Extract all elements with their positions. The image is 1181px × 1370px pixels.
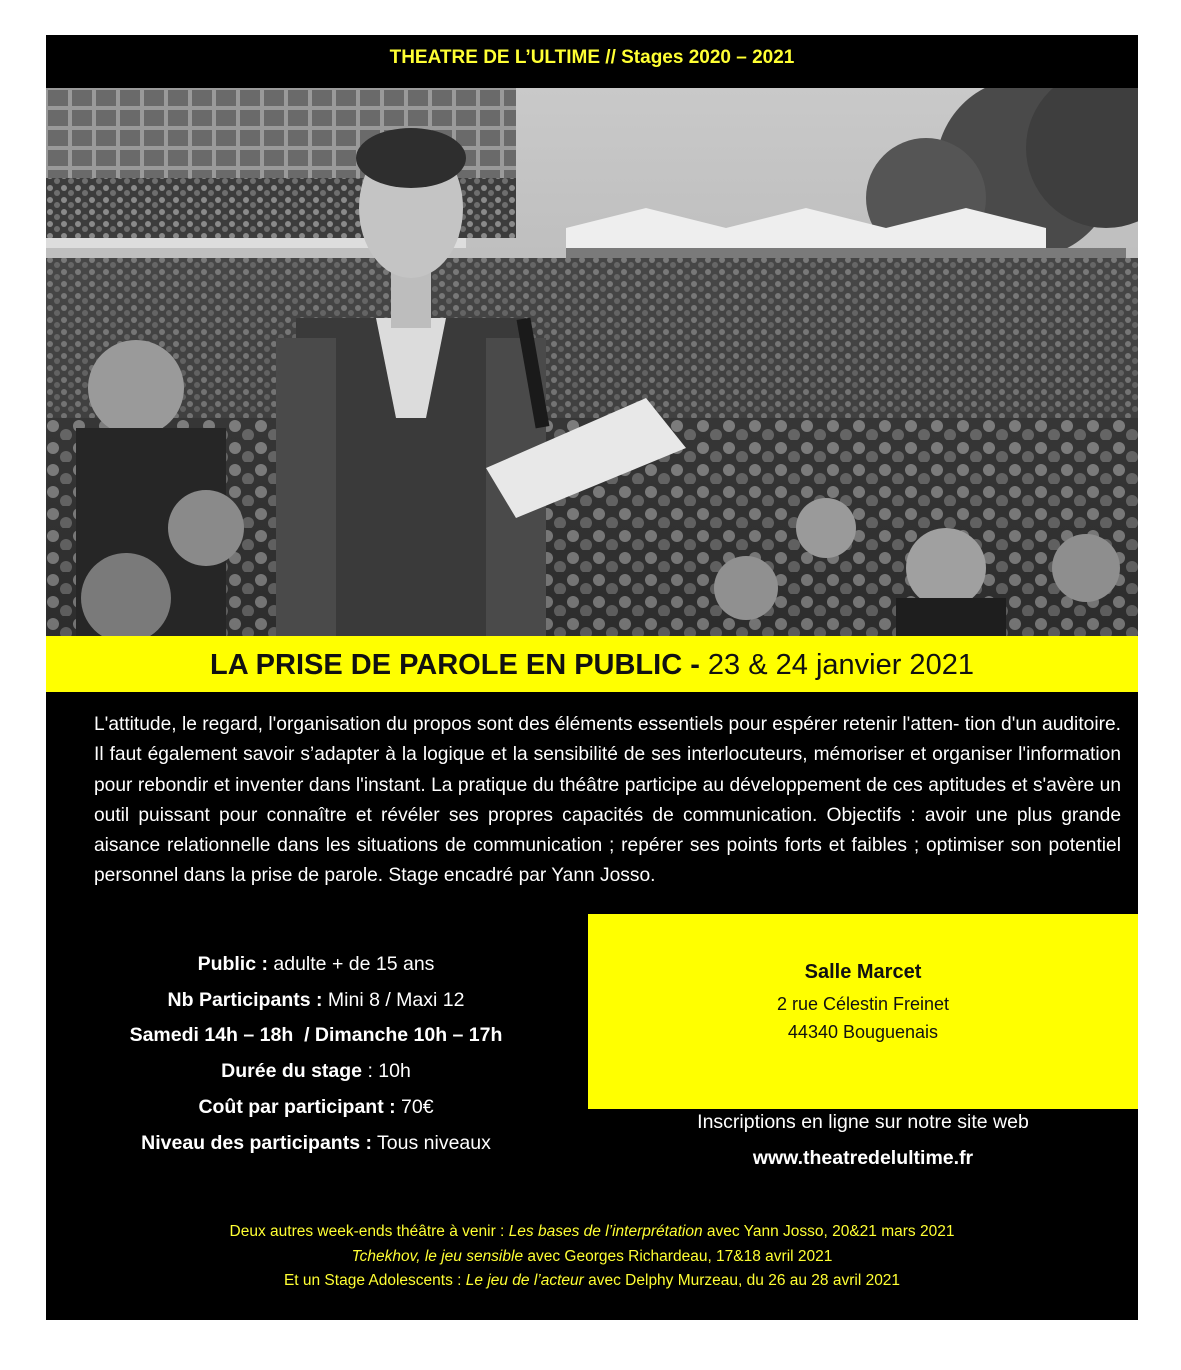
footer-line-2: Tchekhov, le jeu sensible avec Georges Richardeau, 17&18 avril 2021 (351, 1247, 833, 1265)
description-line: dans la prise de parole. Stage encadré par Yann Josso. (183, 865, 656, 887)
event-title: LA PRISE DE PAROLE EN PUBLIC - (210, 649, 700, 681)
crowd-photo (46, 88, 1138, 636)
footer-line-3: Et un Stage Adolescents : Le jeu de l’acteur avec Delphy Murzeau, du 26 au 28 avril 2021 (283, 1272, 901, 1289)
website-link[interactable]: www.theatredelultime.fr (752, 1147, 974, 1169)
detail-duration: Durée du stage : 10h (221, 1060, 411, 1083)
poster (46, 35, 1138, 1320)
detail-public: Public : adulte + de 15 ans (197, 953, 435, 975)
venue-box (588, 914, 1138, 1109)
description-line: participe au développement de ces aptitudes et s'avère un outil puissant pour connaître et révéler ses (94, 774, 1121, 826)
description-line: mémoriser et organiser l'information pour rebondir et inventer dans l'instant. La pratique du théâtre (94, 744, 1121, 796)
description-line: L'attitude, le regard, l'organisation du propos sont des éléments essentiels pour espérer retenir l'atten- (94, 714, 960, 735)
event-details (66, 947, 566, 1161)
description-line: situations de communication ; repérer ses points forts et faibles ; optimiser son potentiel personnel (94, 835, 1121, 887)
detail-participants: Nb Participants : Mini 8 / Maxi 12 (167, 988, 465, 1011)
footer-upcoming (46, 1220, 1138, 1294)
header-title: THEATRE DE L’ULTIME // Stages 2020 – 2021 (389, 47, 795, 68)
venue-city: 44340 Bouguenais (787, 1022, 939, 1042)
event-dates: 23 & 24 janvier 2021 (707, 649, 974, 681)
inscriptions (588, 1104, 1138, 1176)
venue-name: Salle Marcet (804, 961, 922, 983)
venue-street: 2 rue Célestin Freinet (776, 994, 950, 1014)
description-line: tion d'un auditoire. Il faut également savoir s’adapter à la logique et la sensibilité de ses interlocuteurs, (94, 714, 1121, 766)
event-title-band (46, 636, 1138, 692)
detail-schedule: Samedi 14h – 18h / Dimanche 10h – 17h (129, 1024, 503, 1047)
detail-level: Niveau des participants : Tous niveaux (141, 1131, 491, 1154)
detail-cost: Coût par participant : 70€ (198, 1095, 434, 1118)
description-line: propres capacités de communication. Objectifs : avoir une plus grande aisance relationnelle dans les (94, 804, 1121, 857)
event-description (94, 710, 1121, 892)
inscriptions-text: Inscriptions en ligne sur notre site web (697, 1111, 1029, 1133)
footer-line-1: Deux autres week-ends théâtre à venir : Les bases de l’interprétation avec Yann Josso, 20&21 mars 2021 (229, 1223, 955, 1240)
